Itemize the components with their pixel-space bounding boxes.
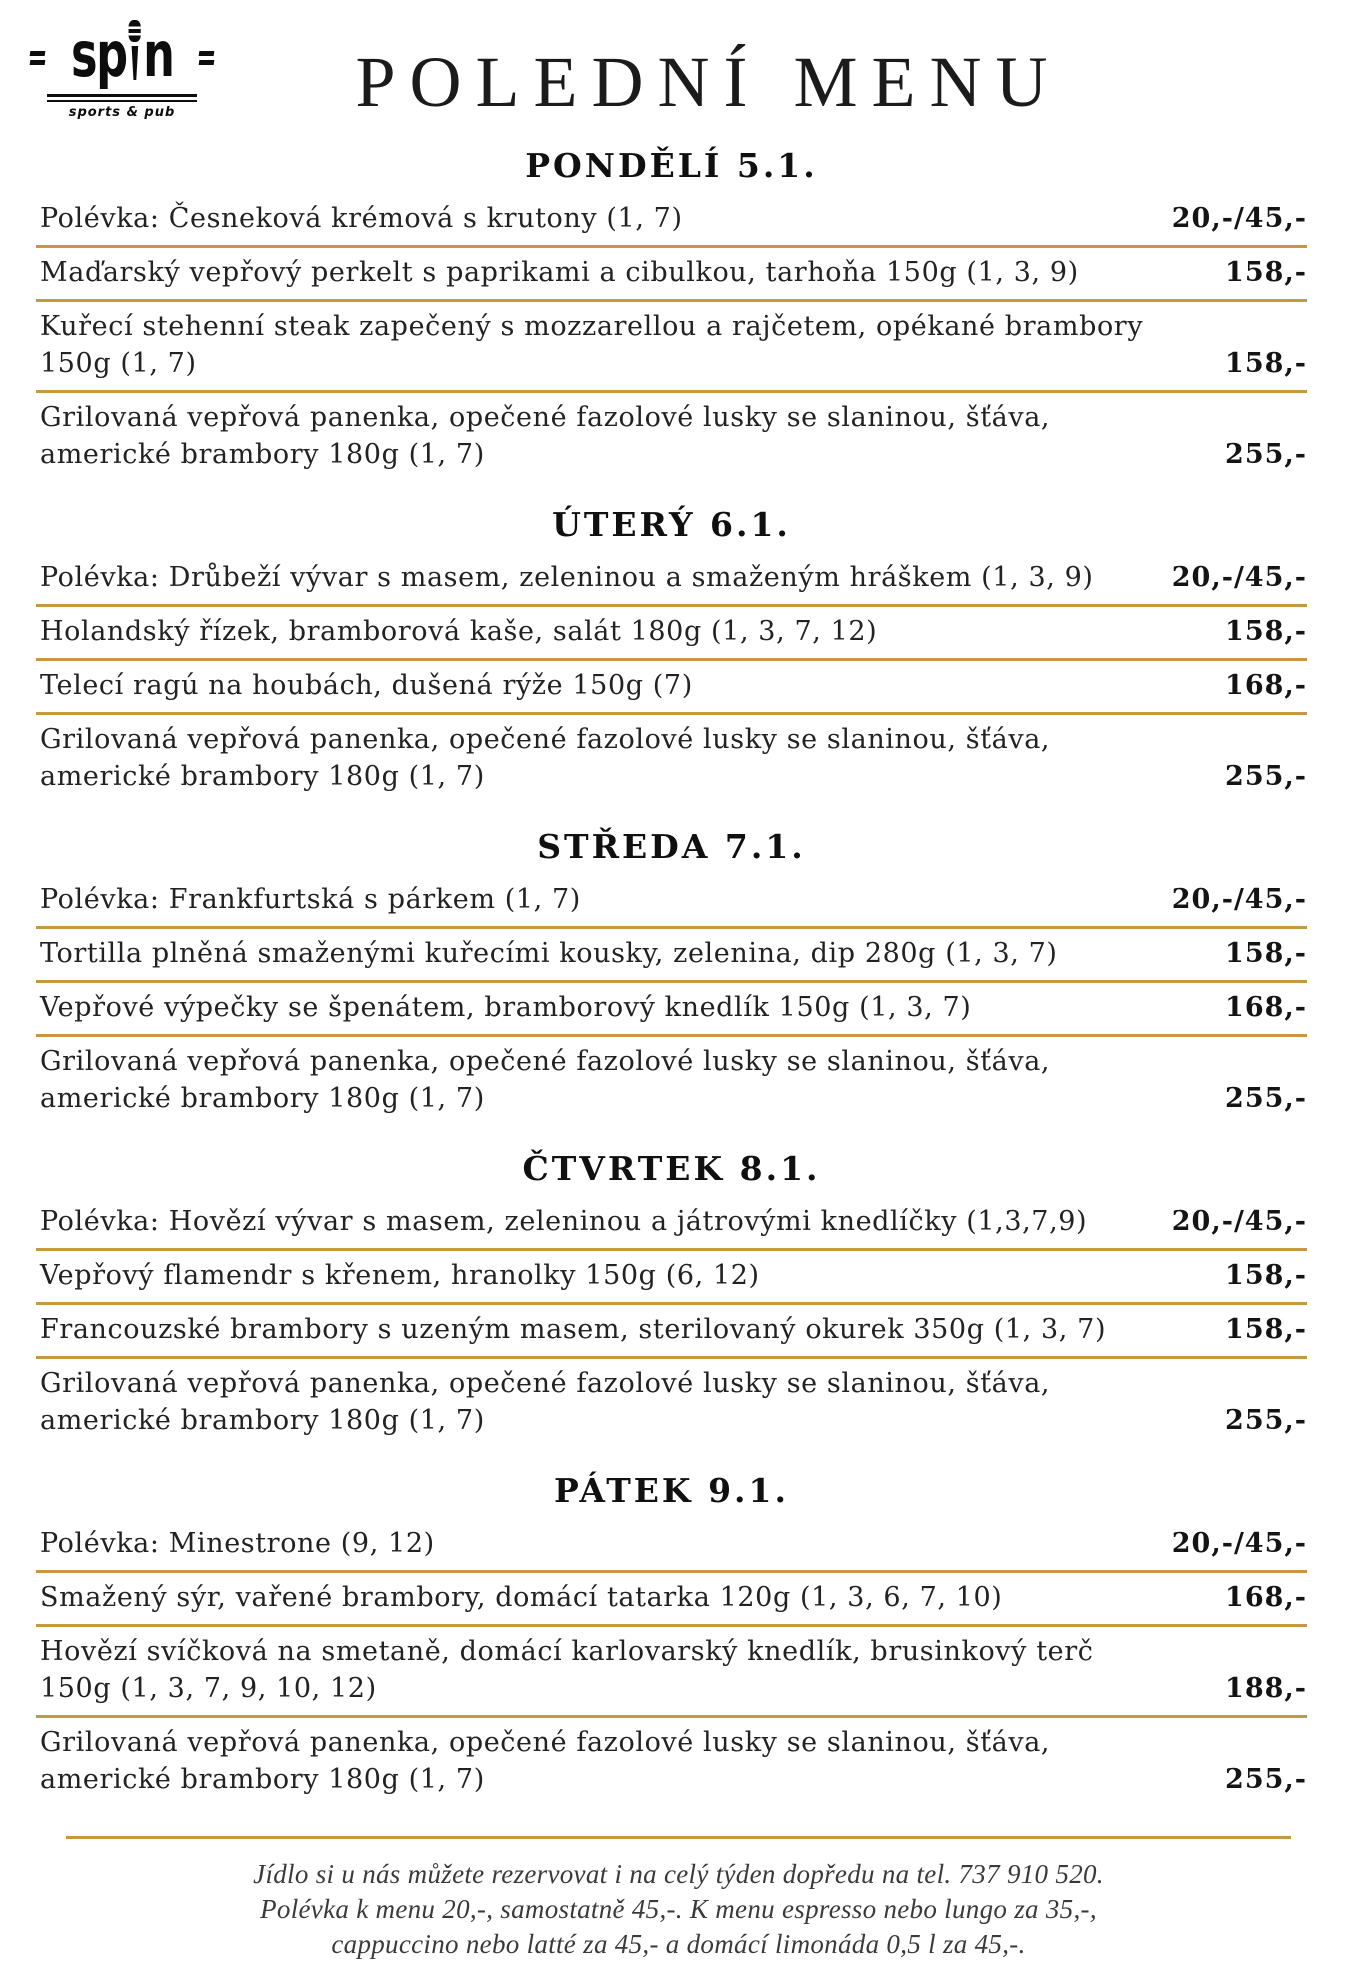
dish-description <box>36 1043 1207 1117</box>
dish-line: Smažený sýr, vařené brambory, domácí tatarka 120g (1, 3, 6, 7, 10) <box>40 1582 1003 1613</box>
dish-line: Polévka: Drůbeží vývar s masem, zeleninou a smaženým hráškem (1, 3, 9) <box>40 562 1094 593</box>
menu-item-row <box>36 1037 1307 1125</box>
dish-description <box>36 1365 1207 1439</box>
dish-price: 158,- <box>1225 257 1307 288</box>
dish-description <box>36 308 1207 382</box>
day-section <box>36 148 1307 481</box>
dish-description <box>36 1257 1207 1294</box>
footer-divider <box>66 1836 1291 1839</box>
dish-line: Holandský řízek, bramborová kaše, salát 180g (1, 3, 7, 12) <box>40 616 878 647</box>
dish-price: 20,-/45,- <box>1171 1206 1307 1237</box>
spin-logo-wordmark <box>30 14 214 92</box>
menu-item-row <box>36 1305 1307 1359</box>
dish-line: Vepřový flamendr s křenem, hranolky 150g (6, 12) <box>40 1260 760 1291</box>
menu-sections <box>0 148 1357 1806</box>
day-section <box>36 829 1307 1125</box>
logo-right-bars-icon <box>199 51 214 65</box>
logo-underline <box>47 94 197 102</box>
menu-footer <box>0 1836 1357 1962</box>
menu-item-row <box>36 1197 1307 1251</box>
dish-line: Grilovaná vepřová panenka, opečené fazolové lusky se slaninou, šťáva, <box>40 1046 1051 1077</box>
dish-line: Polévka: Frankfurtská s párkem (1, 7) <box>40 884 581 915</box>
dish-price: 158,- <box>1225 938 1307 969</box>
dish-price: 255,- <box>1225 761 1307 792</box>
dish-line: Polévka: Hovězí vývar s masem, zeleninou a játrovými knedlíčky (1,3,7,9) <box>40 1206 1088 1237</box>
menu-item-row <box>36 1519 1307 1573</box>
dish-description <box>36 935 1207 972</box>
dish-description <box>36 254 1207 291</box>
menu-item-row <box>36 1718 1307 1806</box>
footer-line-2: Polévka k menu 20,-, samostatně 45,-. K menu espresso nebo lungo za 35,-, <box>260 1894 1097 1924</box>
day-heading: PONDĚLÍ 5.1. <box>525 146 818 185</box>
dish-line: Grilovaná vepřová panenka, opečené fazolové lusky se slaninou, šťáva, <box>40 724 1051 755</box>
menu-item-row <box>36 715 1307 803</box>
menu-item-row <box>36 929 1307 983</box>
logo-text-n: n <box>142 18 174 91</box>
microphone-icon <box>129 20 141 80</box>
dish-description <box>36 881 1154 918</box>
logo-left-bars-icon <box>30 51 45 65</box>
dish-line: 150g (1, 7) <box>40 348 197 379</box>
dish-price: 255,- <box>1225 439 1307 470</box>
dish-line: Vepřové výpečky se špenátem, bramborový knedlík 150g (1, 3, 7) <box>40 992 972 1023</box>
logo-text-sp: sp <box>70 18 127 91</box>
dish-line: Hovězí svíčková na smetaně, domácí karlovarský knedlík, brusinkový terč <box>40 1636 1094 1667</box>
day-section <box>36 1151 1307 1447</box>
dish-line: 150g (1, 3, 7, 9, 10, 12) <box>40 1673 377 1704</box>
dish-description <box>36 721 1207 795</box>
dish-price: 20,-/45,- <box>1171 884 1307 915</box>
dish-price: 168,- <box>1225 1582 1307 1613</box>
dish-line: Telecí ragú na houbách, dušená rýže 150g (7) <box>40 670 693 701</box>
dish-line: americké brambory 180g (1, 7) <box>40 1083 485 1114</box>
dish-price: 20,-/45,- <box>1171 1528 1307 1559</box>
dish-price: 168,- <box>1225 670 1307 701</box>
dish-description <box>36 1525 1154 1562</box>
menu-item-row <box>36 1359 1307 1447</box>
footer-line-3: cappuccino nebo latté za 45,- a domácí limonáda 0,5 l za 45,-. <box>331 1929 1026 1959</box>
day-rows <box>36 1197 1307 1447</box>
dish-price: 168,- <box>1225 992 1307 1023</box>
day-rows <box>36 875 1307 1125</box>
dish-description <box>36 1724 1207 1798</box>
spin-logo <box>42 14 202 120</box>
day-heading: STŘEDA 7.1. <box>537 827 806 866</box>
dish-description <box>36 1633 1207 1707</box>
menu-item-row <box>36 1251 1307 1305</box>
dish-description <box>36 1203 1154 1240</box>
dish-description <box>36 200 1154 237</box>
dish-line: Tortilla plněná smaženými kuřecími kousky, zelenina, dip 280g (1, 3, 7) <box>40 938 1058 969</box>
day-rows <box>36 1519 1307 1806</box>
dish-price: 158,- <box>1225 1314 1307 1345</box>
dish-line: Grilovaná vepřová panenka, opečené fazolové lusky se slaninou, šťáva, <box>40 1727 1051 1758</box>
menu-item-row <box>36 1627 1307 1718</box>
dish-line: Kuřecí stehenní steak zapečený s mozzarellou a rajčetem, opékané brambory <box>40 311 1144 342</box>
dish-price: 188,- <box>1225 1673 1307 1704</box>
menu-item-row <box>36 875 1307 929</box>
dish-description <box>36 667 1207 704</box>
dish-line: Maďarský vepřový perkelt s paprikami a cibulkou, tarhoňa 150g (1, 3, 9) <box>40 257 1079 288</box>
dish-line: americké brambory 180g (1, 7) <box>40 1764 485 1795</box>
menu-item-row <box>36 248 1307 302</box>
dish-price: 20,-/45,- <box>1171 562 1307 593</box>
dish-price: 255,- <box>1225 1083 1307 1114</box>
menu-header <box>0 0 1357 140</box>
dish-price: 158,- <box>1225 1260 1307 1291</box>
footer-note <box>0 1857 1357 1962</box>
menu-item-row <box>36 983 1307 1037</box>
dish-description <box>36 559 1154 596</box>
day-section <box>36 507 1307 803</box>
dish-price: 255,- <box>1225 1405 1307 1436</box>
page-title: POLEDNÍ MENU <box>355 42 1062 122</box>
day-rows <box>36 194 1307 481</box>
day-rows <box>36 553 1307 803</box>
menu-item-row <box>36 607 1307 661</box>
dish-price: 158,- <box>1225 616 1307 647</box>
menu-item-row <box>36 1573 1307 1627</box>
menu-item-row <box>36 302 1307 393</box>
day-heading: ÚTERÝ 6.1. <box>552 505 791 544</box>
dish-line: Francouzské brambory s uzeným masem, sterilovaný okurek 350g (1, 3, 7) <box>40 1314 1107 1345</box>
day-section <box>36 1473 1307 1806</box>
menu-item-row <box>36 194 1307 248</box>
dish-description <box>36 1579 1207 1616</box>
dish-description <box>36 989 1207 1026</box>
dish-price: 20,-/45,- <box>1171 203 1307 234</box>
menu-item-row <box>36 553 1307 607</box>
dish-line: Grilovaná vepřová panenka, opečené fazolové lusky se slaninou, šťáva, <box>40 1368 1051 1399</box>
dish-price: 255,- <box>1225 1764 1307 1795</box>
logo-word <box>70 18 174 91</box>
dish-line: americké brambory 180g (1, 7) <box>40 1405 485 1436</box>
day-heading: ČTVRTEK 8.1. <box>522 1149 821 1188</box>
dish-description <box>36 1311 1207 1348</box>
dish-line: Polévka: Česneková krémová s krutony (1, 7) <box>40 203 683 234</box>
footer-line-1: Jídlo si u nás můžete rezervovat i na celý týden dopředu na tel. 737 910 520. <box>253 1859 1104 1889</box>
logo-tagline: sports & pub <box>68 105 176 120</box>
menu-item-row <box>36 661 1307 715</box>
dish-line: Grilovaná vepřová panenka, opečené fazolové lusky se slaninou, šťáva, <box>40 402 1051 433</box>
dish-line: americké brambory 180g (1, 7) <box>40 439 485 470</box>
dish-description <box>36 613 1207 650</box>
dish-price: 158,- <box>1225 348 1307 379</box>
dish-line: americké brambory 180g (1, 7) <box>40 761 485 792</box>
day-heading: PÁTEK 9.1. <box>554 1471 789 1510</box>
dish-description <box>36 399 1207 473</box>
menu-item-row <box>36 393 1307 481</box>
dish-line: Polévka: Minestrone (9, 12) <box>40 1528 435 1559</box>
